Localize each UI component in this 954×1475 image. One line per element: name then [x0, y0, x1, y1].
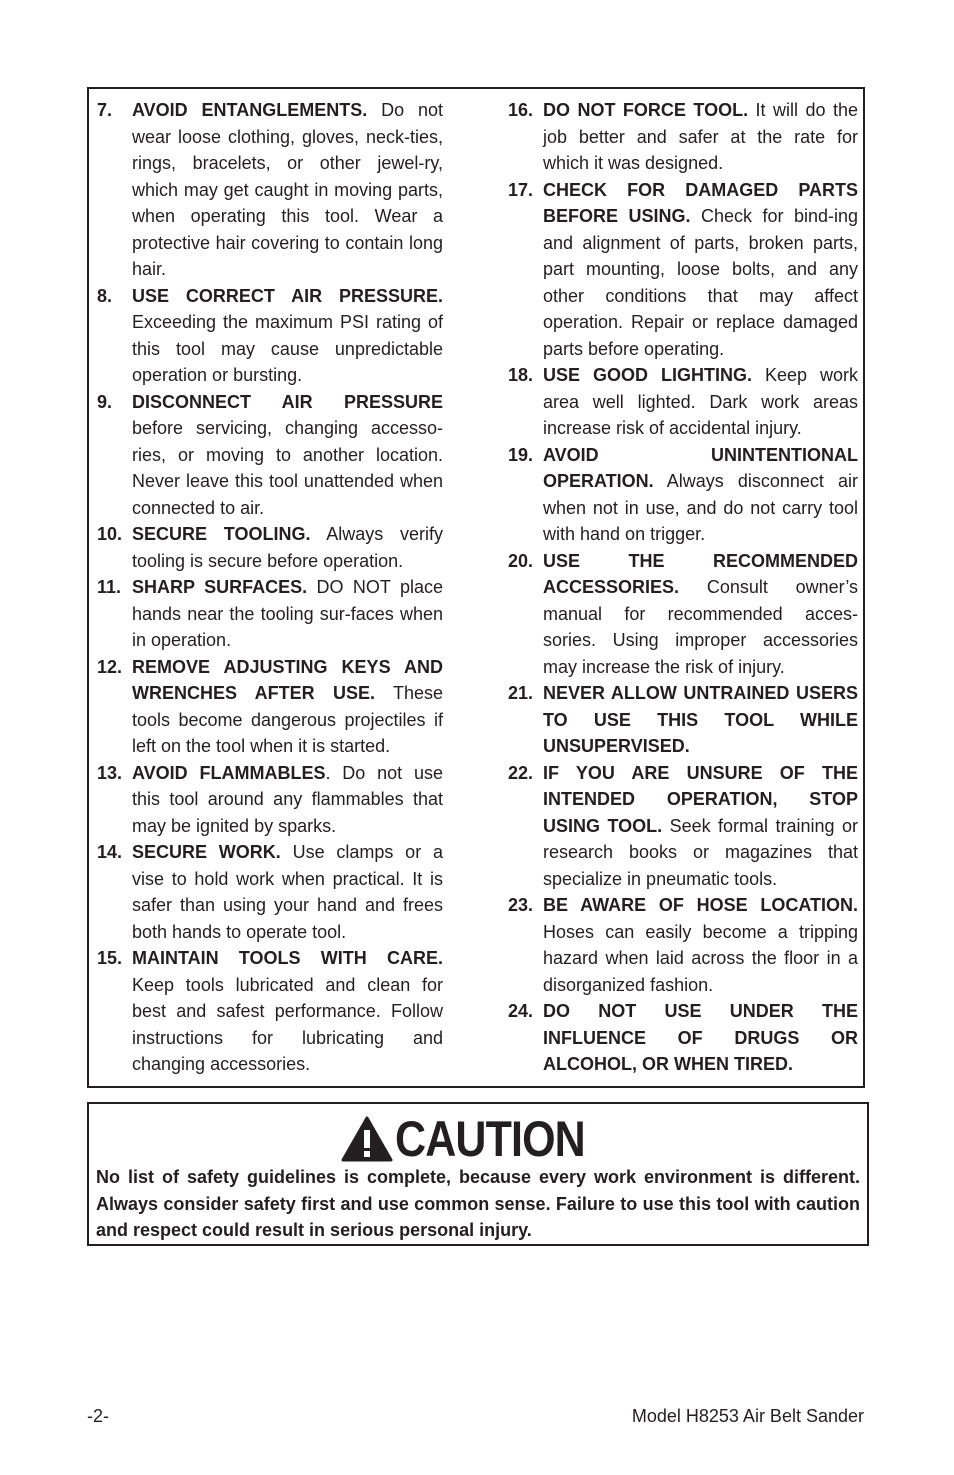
rule-body: Keep work area well lighted. Dark work areas increase risk of accidental injury.	[543, 365, 858, 438]
rule-item	[97, 283, 443, 389]
rule-number: 21.	[508, 683, 534, 703]
rule-heading: USE THE RECOMMENDED ACCESSORIES.	[543, 550, 858, 597]
rule-heading: DO NOT USE UNDER THE INFLUENCE OF DRUGS OR ALCOHOL, OR WHEN TIRED.	[543, 1001, 858, 1074]
rule-number: 20.	[508, 550, 534, 571]
rule-number: 15.	[97, 948, 123, 968]
rule-item	[97, 389, 443, 522]
rule-number: 18.	[508, 365, 534, 385]
rule-number: 23.	[508, 895, 534, 915]
rule-body: Always verify tooling is secure before operation.	[132, 524, 444, 571]
rule-body: Hoses can easily become a tripping hazard when laid across the floor in a disorganized fashion.	[543, 921, 858, 995]
rule-body: Seek formal training or research books or magazines that specialize in pneumatic tools.	[543, 815, 858, 889]
caution-header	[89, 1110, 867, 1168]
rule-body: Use clamps or a vise to hold work when practical. It is safer than using your hand and frees both hands to operate tool.	[132, 842, 443, 942]
rule-number: 8.	[97, 285, 113, 306]
rule-body: Always disconnect air when not in use, and do not carry tool with hand on trigger.	[543, 471, 858, 544]
rule-item	[97, 574, 443, 654]
warning-triangle-icon	[341, 1116, 393, 1162]
rule-number: 12.	[97, 656, 123, 677]
rule-number: 7.	[97, 100, 113, 120]
rule-body: . Do not use this tool around any flammables that may be ignited by sparks.	[132, 762, 444, 836]
rule-number: 14.	[97, 842, 123, 862]
rule-item	[97, 97, 443, 283]
rule-item	[508, 442, 858, 548]
rule-item	[508, 680, 858, 760]
rule-item	[97, 839, 443, 945]
rule-heading: USE CORRECT AIR PRESSURE.	[132, 285, 443, 306]
rule-number: 17.	[508, 179, 534, 200]
page-number: -2-	[87, 1406, 109, 1426]
rule-heading: CHECK FOR DAMAGED PARTS BEFORE USING.	[543, 179, 858, 226]
rule-heading: REMOVE ADJUSTING KEYS AND WRENCHES AFTER USE.	[132, 656, 443, 703]
rule-heading: SECURE WORK.	[132, 842, 281, 862]
rule-number: 16.	[508, 100, 534, 120]
rule-item	[97, 654, 443, 760]
rule-item	[508, 760, 858, 893]
rule-heading: AVOID FLAMMABLES	[132, 762, 326, 783]
rule-item	[97, 760, 443, 840]
caution-title: CAUTION	[394, 1111, 585, 1167]
rule-body: Check for bind-ing and alignment of parts, broken parts, part mounting, loose bolts, and any other conditions that may affect operation. Repair or replace damaged parts before operating.	[543, 206, 859, 359]
rule-number: 22.	[508, 762, 534, 783]
model-name: Model H8253 Air Belt Sander	[631, 1406, 864, 1426]
rule-item	[97, 521, 443, 574]
rule-item	[508, 998, 858, 1078]
rule-number: 11.	[97, 577, 122, 597]
rule-item	[508, 177, 858, 363]
rule-heading: AVOID ENTANGLEMENTS.	[132, 100, 368, 120]
rule-item	[508, 548, 858, 681]
rule-body: Consult owner’s manual for recommended acces-sories. Using improper accessories may increase the risk of injury.	[543, 577, 858, 677]
rule-heading: SHARP SURFACES.	[132, 577, 308, 597]
rules-column-left	[97, 97, 443, 1078]
rule-number: 19.	[508, 444, 534, 465]
rules-column-right	[508, 97, 858, 1078]
rule-body: Keep tools lubricated and clean for best and safest performance. Follow instructions for lubricating and changing accessories.	[132, 974, 443, 1074]
rule-item	[508, 892, 858, 998]
rule-heading: AVOID UNINTENTIONAL OPERATION.	[543, 444, 858, 491]
rule-body: before servicing, changing accesso-ries, or moving to another location. Never leave this tool unattended when connected to air.	[132, 418, 443, 518]
rule-item	[508, 362, 858, 442]
rule-body: Exceeding the maximum PSI rating of this tool may cause unpredictable operation or bursting.	[132, 312, 443, 385]
caution-box	[87, 1102, 869, 1246]
rule-number: 9.	[97, 391, 113, 412]
rule-number: 10.	[97, 524, 123, 544]
rule-number: 24.	[508, 1001, 534, 1021]
rule-heading: IF YOU ARE UNSURE OF THE INTENDED OPERATION, STOP USING TOOL.	[543, 762, 858, 836]
rule-item	[97, 945, 443, 1078]
rule-heading: SECURE TOOLING.	[132, 524, 311, 544]
caution-text: No list of safety guidelines is complete, because every work environment is different. Always consider safety first and use common sense. Failure to use this tool with caution and respect could result in serious personal injury.	[96, 1167, 860, 1240]
rule-body: Do not wear loose clothing, gloves, neck-ties, rings, bracelets, or other jewel-ry, which may get caught in moving parts, when operating this tool. Wear a protective hair covering to contain long hair.	[132, 100, 443, 279]
rule-body: These tools become dangerous projectiles if left on the tool when it is started.	[132, 683, 444, 756]
rule-heading: DO NOT FORCE TOOL.	[543, 100, 749, 120]
rule-body: It will do the job better and safer at the rate for which it was designed.	[543, 100, 858, 173]
rule-heading: MAINTAIN TOOLS WITH CARE.	[132, 948, 443, 968]
rule-heading: DISCONNECT AIR PRESSURE	[132, 391, 443, 412]
rule-number: 13.	[97, 762, 123, 783]
rule-heading: NEVER ALLOW UNTRAINED USERS TO USE THIS TOOL WHILE UNSUPERVISED.	[543, 683, 858, 756]
rule-item	[508, 97, 858, 177]
safety-rules-box	[87, 87, 865, 1088]
rule-heading: USE GOOD LIGHTING.	[543, 365, 752, 385]
rule-body: DO NOT place hands near the tooling sur-faces when in operation.	[132, 577, 443, 650]
rule-heading: BE AWARE OF HOSE LOCATION.	[543, 895, 858, 915]
